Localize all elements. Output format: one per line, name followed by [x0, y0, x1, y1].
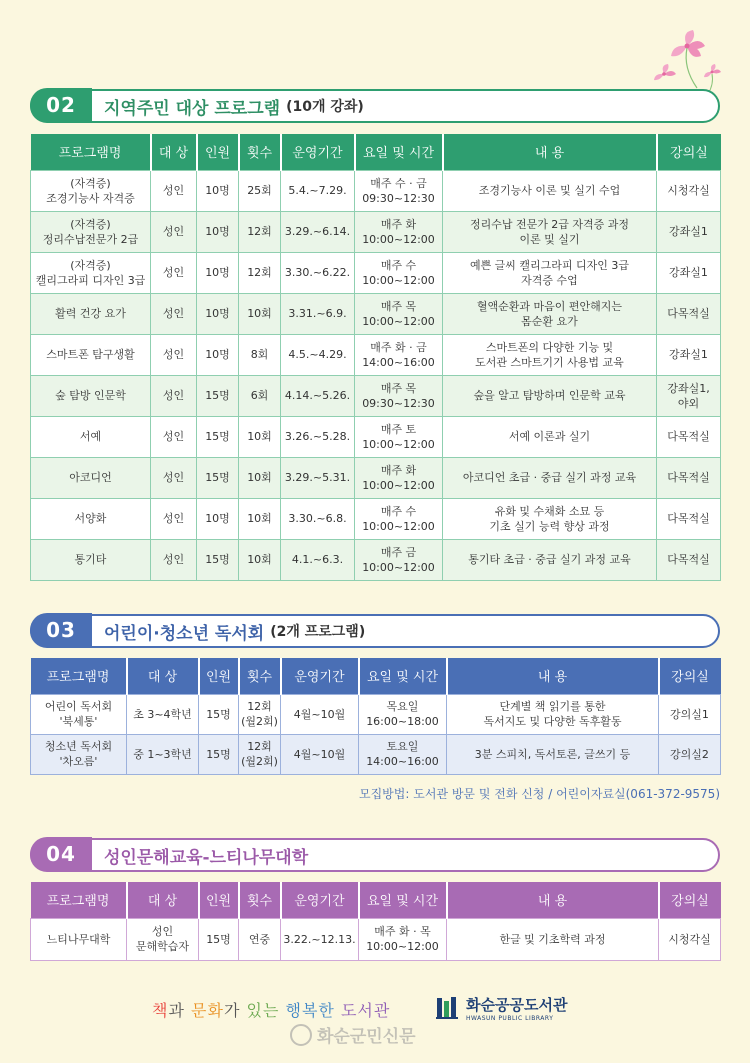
table-cell: 3분 스피치, 독서토론, 글쓰기 등 — [447, 734, 659, 774]
table-cell: 강의실2 — [659, 734, 721, 774]
table-cell: (자격증) 조경기능사 자격증 — [31, 170, 151, 211]
table-cell: (자격증) 캘리그라피 디자인 3급 — [31, 252, 151, 293]
table-row — [31, 539, 721, 580]
table-cell: 숲 탐방 인문학 — [31, 375, 151, 416]
table-cell: 다목적실 — [657, 416, 721, 457]
table-cell: 통기타 초급 · 중급 실기 과정 교육 — [443, 539, 657, 580]
table-cell: 성인 — [151, 211, 197, 252]
watermark-text: 화순군민신문 — [317, 1027, 416, 1047]
table-cell: 4.5.~4.29. — [281, 334, 355, 375]
table-row — [31, 918, 721, 960]
section-subtitle: (2개 프로그램) — [270, 624, 366, 640]
watermark-seal-icon — [290, 1024, 312, 1046]
table-cell: 6회 — [239, 375, 281, 416]
table-row — [31, 734, 721, 774]
table-cell: 15명 — [197, 457, 239, 498]
table-cell: 강좌실1 — [657, 211, 721, 252]
library-name-en: HWASUN PUBLIC LIBRARY — [466, 1015, 554, 1022]
table-cell: 4.1.~6.3. — [281, 539, 355, 580]
table-row — [31, 211, 721, 252]
table-cell: 성인 — [151, 416, 197, 457]
watermark — [290, 1022, 416, 1047]
slogan-part: 있는 — [246, 1001, 286, 1020]
table-cell: 매주 화 · 금 14:00~16:00 — [355, 334, 443, 375]
column-header: 요일 및 시간 — [355, 134, 443, 170]
column-header: 프로그램명 — [31, 882, 127, 918]
table-cell: 청소년 독서회 '차오름' — [31, 734, 127, 774]
flower-decoration — [592, 26, 722, 96]
table-cell: (자격증) 정리수납전문가 2급 — [31, 211, 151, 252]
table-cell: 아코디언 — [31, 457, 151, 498]
table-cell: 4.14.~5.26. — [281, 375, 355, 416]
table-cell: 4월~10월 — [281, 694, 359, 734]
table-cell: 10회 — [239, 416, 281, 457]
table-body — [31, 694, 721, 774]
program-table — [30, 134, 721, 581]
table-cell: 다목적실 — [657, 498, 721, 539]
section-reading-clubs — [30, 614, 720, 802]
column-header: 프로그램명 — [31, 134, 151, 170]
table-cell: 15명 — [197, 416, 239, 457]
table-row — [31, 334, 721, 375]
column-header: 운영기간 — [281, 882, 359, 918]
column-header: 대 상 — [127, 882, 199, 918]
column-header: 내 용 — [447, 658, 659, 694]
slogan-part: 행복한 — [285, 1001, 341, 1020]
flower-icon — [654, 64, 676, 80]
section-number: 02 — [30, 88, 92, 122]
table-cell: 스마트폰의 다양한 기능 및 도서관 스마트기기 사용법 교육 — [443, 334, 657, 375]
table-cell: 다목적실 — [657, 539, 721, 580]
table-cell: 아코디언 초급 · 중급 실기 과정 교육 — [443, 457, 657, 498]
table-cell: 성인 — [151, 170, 197, 211]
table-cell: 유화 및 수채화 소묘 등 기초 실기 능력 향상 과정 — [443, 498, 657, 539]
slogan-part: 가 — [223, 1001, 247, 1020]
library-logo-icon — [434, 995, 460, 1021]
slogan-part: 과 — [168, 1001, 192, 1020]
program-table — [30, 658, 721, 775]
section-subtitle: (10개 강좌) — [286, 99, 364, 115]
table-cell: 어린이 독서회 '북세통' — [31, 694, 127, 734]
table-cell: 성인 — [151, 293, 197, 334]
section-header — [30, 838, 720, 872]
table-cell: 10명 — [197, 498, 239, 539]
table-header-row — [31, 134, 721, 170]
table-cell: 매주 금 10:00~12:00 — [355, 539, 443, 580]
section-adult-literacy — [30, 838, 720, 961]
table-row — [31, 694, 721, 734]
table-body — [31, 170, 721, 580]
table-cell: 초 3~4학년 — [127, 694, 199, 734]
column-header: 운영기간 — [281, 134, 355, 170]
table-row — [31, 416, 721, 457]
table-header-row — [31, 882, 721, 918]
section-community-programs — [30, 89, 720, 581]
table-cell: 활력 건강 요가 — [31, 293, 151, 334]
table-row — [31, 170, 721, 211]
table-cell: 단계별 책 읽기를 통한 독서지도 및 다양한 독후활동 — [447, 694, 659, 734]
table-cell: 15명 — [197, 375, 239, 416]
table-cell: 5.4.~7.29. — [281, 170, 355, 211]
table-cell: 10명 — [197, 211, 239, 252]
table-cell: 12회 — [239, 211, 281, 252]
slogan-part: 문화 — [191, 1001, 224, 1020]
table-cell: 성인 — [151, 498, 197, 539]
table-cell: 성인 — [151, 539, 197, 580]
table-cell: 정리수납 전문가 2급 자격증 과정 이론 및 실기 — [443, 211, 657, 252]
table-cell: 통기타 — [31, 539, 151, 580]
table-cell: 시청각실 — [659, 918, 721, 960]
table-cell: 매주 화 · 목 10:00~12:00 — [359, 918, 447, 960]
table-cell: 성인 — [151, 252, 197, 293]
table-cell: 15명 — [199, 694, 239, 734]
table-cell: 4월~10월 — [281, 734, 359, 774]
table-cell: 10명 — [197, 252, 239, 293]
table-cell: 숲을 알고 탐방하며 인문학 교육 — [443, 375, 657, 416]
table-cell: 중 1~3학년 — [127, 734, 199, 774]
table-cell: 10회 — [239, 457, 281, 498]
table-cell: 매주 목 10:00~12:00 — [355, 293, 443, 334]
section-number: 04 — [30, 837, 92, 871]
table-cell: 예쁜 글씨 캘리그라피 디자인 3급 자격증 수업 — [443, 252, 657, 293]
table-cell: 목요일 16:00~18:00 — [359, 694, 447, 734]
table-cell: 3.30.~6.8. — [281, 498, 355, 539]
table-cell: 성인 문해학습자 — [127, 918, 199, 960]
slogan-part: 도서관 — [340, 1001, 391, 1020]
table-cell: 성인 — [151, 334, 197, 375]
column-header: 인원 — [199, 882, 239, 918]
table-cell: 한글 및 기초학력 과정 — [447, 918, 659, 960]
table-cell: 3.26.~5.28. — [281, 416, 355, 457]
table-cell: 다목적실 — [657, 293, 721, 334]
table-cell: 12회 (월2회) — [239, 734, 281, 774]
table-cell: 느티나무대학 — [31, 918, 127, 960]
column-header: 횟수 — [239, 882, 281, 918]
table-cell: 3.22.~12.13. — [281, 918, 359, 960]
table-cell: 매주 화 10:00~12:00 — [355, 211, 443, 252]
table-cell: 서예 이론과 실기 — [443, 416, 657, 457]
table-header-row — [31, 658, 721, 694]
table-cell: 3.30.~6.22. — [281, 252, 355, 293]
slogan-part: 책 — [152, 1001, 169, 1020]
table-cell: 연중 — [239, 918, 281, 960]
table-cell: 10회 — [239, 539, 281, 580]
table-row — [31, 293, 721, 334]
table-cell: 매주 수 10:00~12:00 — [355, 498, 443, 539]
table-cell: 10회 — [239, 293, 281, 334]
table-cell: 시청각실 — [657, 170, 721, 211]
library-logo — [434, 994, 567, 1022]
footer — [0, 990, 750, 1050]
table-cell: 성인 — [151, 375, 197, 416]
table-cell: 10명 — [197, 293, 239, 334]
recruitment-note: 모집방법: 도서관 방문 및 전화 신청 / 어린이자료실(061-372-9575) — [359, 786, 720, 801]
table-body — [31, 918, 721, 960]
table-cell: 12회 — [239, 252, 281, 293]
table-cell: 다목적실 — [657, 457, 721, 498]
column-header: 강의실 — [659, 882, 721, 918]
column-header: 횟수 — [239, 134, 281, 170]
table-cell: 매주 수 · 금 09:30~12:30 — [355, 170, 443, 211]
table-row — [31, 457, 721, 498]
table-cell: 12회 (월2회) — [239, 694, 281, 734]
table-cell: 25회 — [239, 170, 281, 211]
column-header: 횟수 — [239, 658, 281, 694]
table-cell: 3.31.~6.9. — [281, 293, 355, 334]
section-title: 성인문해교육-느티나무대학 — [104, 847, 309, 868]
table-cell: 강의실1 — [659, 694, 721, 734]
table-cell: 매주 토 10:00~12:00 — [355, 416, 443, 457]
column-header: 요일 및 시간 — [359, 658, 447, 694]
table-cell: 매주 수 10:00~12:00 — [355, 252, 443, 293]
section-number: 03 — [30, 613, 92, 647]
table-row — [31, 375, 721, 416]
table-cell: 10회 — [239, 498, 281, 539]
table-row — [31, 252, 721, 293]
column-header: 요일 및 시간 — [359, 882, 447, 918]
table-cell: 서예 — [31, 416, 151, 457]
library-name: 화순공공도서관 — [466, 996, 568, 1014]
section-header — [30, 89, 720, 123]
table-cell: 매주 화 10:00~12:00 — [355, 457, 443, 498]
table-cell: 서양화 — [31, 498, 151, 539]
column-header: 대 상 — [127, 658, 199, 694]
table-row — [31, 498, 721, 539]
table-cell: 8회 — [239, 334, 281, 375]
table-cell: 강좌실1, 야외 — [657, 375, 721, 416]
table-cell: 3.29.~5.31. — [281, 457, 355, 498]
column-header: 인원 — [199, 658, 239, 694]
column-header: 프로그램명 — [31, 658, 127, 694]
table-cell: 15명 — [199, 918, 239, 960]
section-title: 지역주민 대상 프로그램 — [104, 98, 281, 119]
table-cell: 3.29.~6.14. — [281, 211, 355, 252]
column-header: 내 용 — [447, 882, 659, 918]
table-cell: 스마트폰 탐구생활 — [31, 334, 151, 375]
section-header — [30, 614, 720, 648]
column-header: 내 용 — [443, 134, 657, 170]
section-title: 어린이·청소년 독서회 — [104, 623, 265, 644]
library-slogan — [152, 998, 390, 1021]
column-header: 대 상 — [151, 134, 197, 170]
flower-icon — [671, 30, 705, 88]
table-cell: 강좌실1 — [657, 334, 721, 375]
table-cell: 토요일 14:00~16:00 — [359, 734, 447, 774]
table-cell: 15명 — [197, 539, 239, 580]
column-header: 강의실 — [657, 134, 721, 170]
table-cell: 매주 목 09:30~12:30 — [355, 375, 443, 416]
column-header: 운영기간 — [281, 658, 359, 694]
column-header: 인원 — [197, 134, 239, 170]
table-cell: 혈액순환과 마음이 편안해지는 몸순환 요가 — [443, 293, 657, 334]
table-cell: 조경기능사 이론 및 실기 수업 — [443, 170, 657, 211]
table-cell: 15명 — [199, 734, 239, 774]
table-cell: 성인 — [151, 457, 197, 498]
column-header: 강의실 — [659, 658, 721, 694]
table-cell: 10명 — [197, 334, 239, 375]
table-cell: 10명 — [197, 170, 239, 211]
program-table — [30, 882, 721, 961]
table-cell: 강좌실1 — [657, 252, 721, 293]
